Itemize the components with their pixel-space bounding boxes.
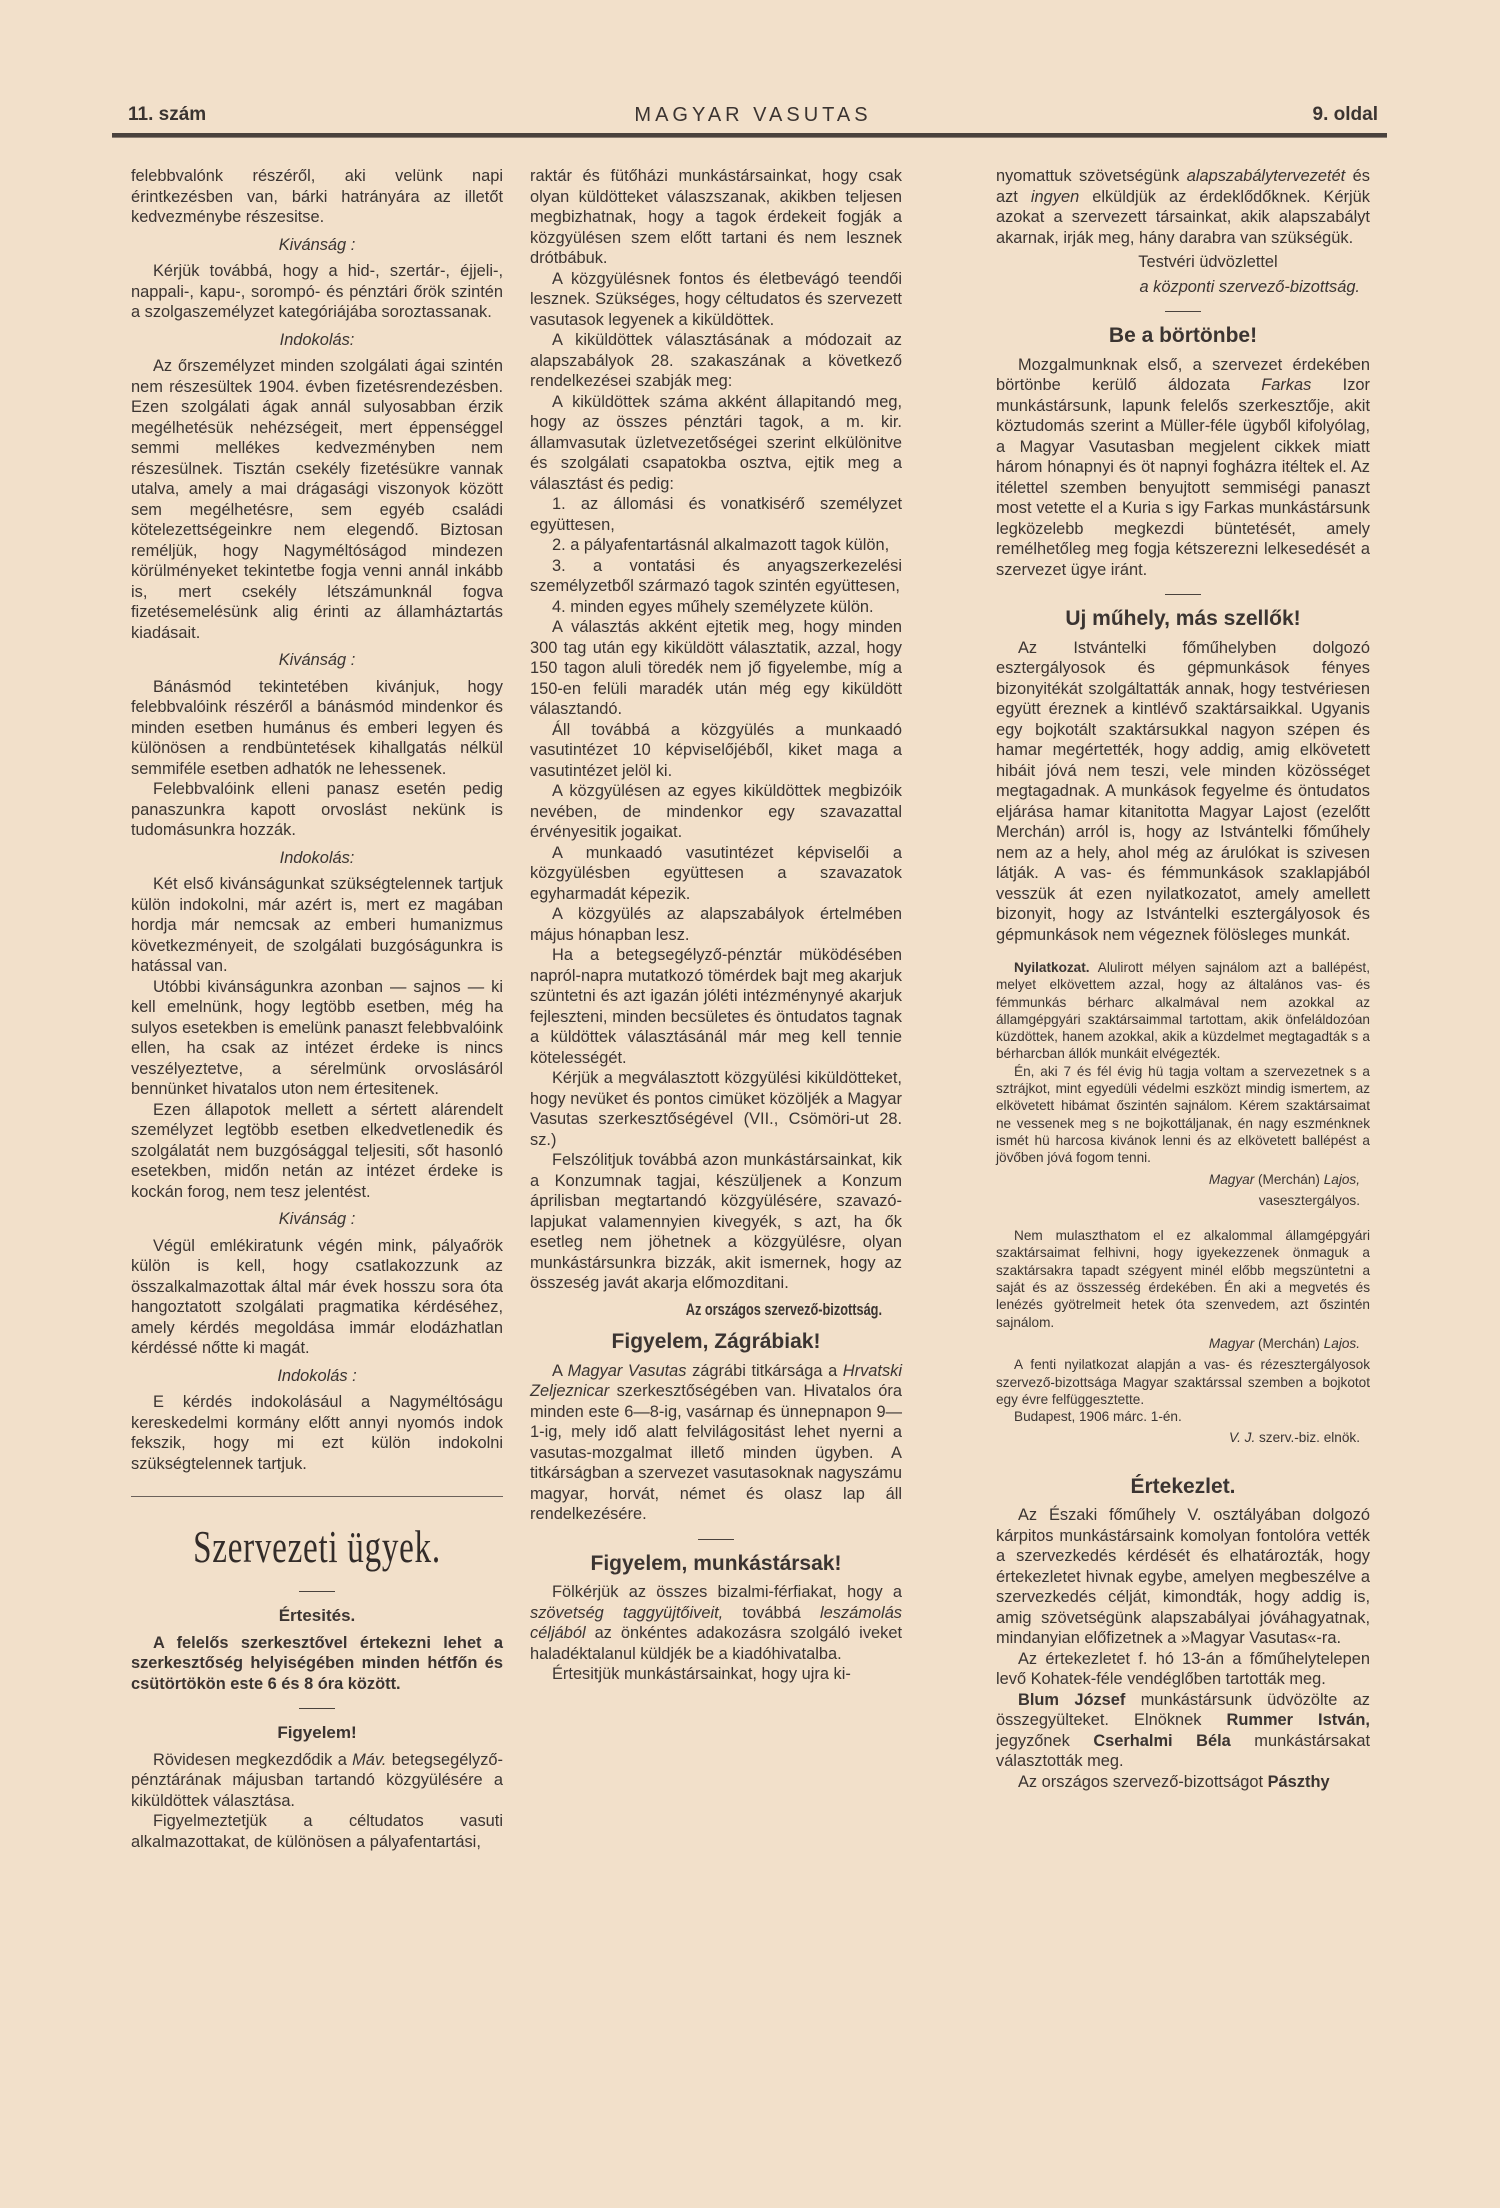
page-header xyxy=(128,104,1378,132)
spacer xyxy=(996,1451,1370,1465)
text-run: betegsegélyző-pénztárának májusban tartandó közgyülésére a kiküldöttek választása. xyxy=(131,1750,503,1810)
paragraph: 4. minden egyes műhely személyzete külön. xyxy=(552,597,874,616)
paragraph: Ezen állapotok mellett a sértett alárendelt személyzet legtöbb esetben elkedvetlenedik és szolgálatát nem buzgósággal teljesiti, sőt hasonló esetekben, midőn netán az intézet érdeke is kockán forog, nem tesz jelentést. xyxy=(131,1100,503,1201)
paragraph: A közgyülésnek fontos és életbevágó teendői lesznek. Szükséges, hogy céltudatos és szervezett vasutasok legyenek a kiküldöttek. xyxy=(530,269,902,329)
text-run: V. J. xyxy=(1229,1430,1256,1446)
paragraph xyxy=(530,1361,902,1525)
divider xyxy=(131,1496,503,1497)
text-run: jegyzőnek xyxy=(996,1731,1094,1750)
paragraph: Az Északi főműhely V. osztályában dolgozó kárpitos munkástársaink komolyan fontolóra vették a szervezkedés kérdését és elhatározták, hogy értekezletet hivnak egybe, amelyen megbeszélve a szervezkedés célját, kimondták, hogy addig is, amig szövetségünk alapszabályai jóváhagyatnak, mindanyian előfizetnek a »Magyar Vasutas«-ra. xyxy=(996,1506,1370,1648)
paragraph xyxy=(530,1582,902,1664)
text-run: szerv.-biz. elnök. xyxy=(1255,1430,1360,1446)
spacer xyxy=(996,945,1370,959)
text-run: alapszabálytervezetét xyxy=(1186,167,1346,185)
text-run: Hrvatski Zeljeznicar xyxy=(530,1361,902,1400)
paragraph: Az őrszemélyzet minden szolgálati ágai szintén nem részesültek 1904. évben fizetésrendezésben. Ezen szolgálati ágak annál sulyosabban érzik megélhetésük nehézségeit, mert éppenséggel semmi mellékes kedvezményben nem részesülnek. Tisztán csekély fizetésükre vannak utalva, amely a mai drágasági viszonyok között sem megélhetésre, sem egyéb családi kötelezettségeinkre nem elegendő. Biztosan reméljük, hogy Nagyméltóságod mindezen körülményeket tekintetbe fogja venni annál inkább is, mert csekély létszámunknál fogva fizetésemelésünk alig érinti az államháztartás kiadásait. xyxy=(131,357,503,642)
text-run: (Merchán) xyxy=(1254,1335,1324,1351)
text-run: Lajos. xyxy=(1323,1335,1360,1351)
paragraph: Értesitjük munkástársainkat, hogy ujra ki- xyxy=(552,1665,851,1683)
paragraph: A fenti nyilatkozat alapján a vas- és rézesztergályosok szervező-bizottsága Magyar szaktárssal szemben a bojkotot egy évre felfüggesztette. xyxy=(996,1357,1370,1407)
paragraph: Ha a betegsegélyző-pénztár müködésében napról-napra mutatkozó tömérdek bajt meg akarjuk szüntetni és azt igazán jóléti intézménynyé akarjuk fejleszteni, minden becsületes és öntudatos tagnak a küldöttek választásánál már meg kell tennie kötelességét. xyxy=(530,946,902,1067)
text-run: Nyilatkozat. xyxy=(1014,960,1090,975)
paragraph: A felelős szerkesztővel értekezni lehet a szerkesztőség helyiségében minden hétfőn és csütörtökön este 6 és 8 óra között. xyxy=(131,1633,503,1693)
text-run: Lajos, xyxy=(1323,1171,1360,1187)
text-run: továbbá xyxy=(723,1603,821,1622)
paragraph: 2. a pályafentartásnál alkalmazott tagok külön, xyxy=(552,536,890,554)
paragraph: 1. az állomási és vonatkisérő személyzet együttesen, xyxy=(530,495,902,534)
subheading: Kivánság : xyxy=(278,235,356,254)
paragraph: A közgyülés az alapszabályok értelmében május hónapban lesz. xyxy=(530,905,902,944)
signature: a központi szervező-bizottság. xyxy=(1139,277,1360,296)
text-run: Magyar Vasutas xyxy=(567,1361,687,1380)
paragraph: felebbvalónk részéről, aki velünk napi érintkezésben van, bárki hatrányára az illetőt kedvezménybe részesitse. xyxy=(131,167,503,226)
column-1 xyxy=(131,166,503,1852)
newspaper-title: MAGYAR VASUTAS xyxy=(634,104,872,126)
article-heading: Értekezlet. xyxy=(1130,1474,1236,1498)
text-run: zágrábi titkársága a xyxy=(686,1361,843,1380)
text-run: és azt xyxy=(996,167,1370,206)
signature: Testvéri üdvözlettel xyxy=(1138,253,1278,271)
separator-dash xyxy=(299,1591,335,1592)
paragraph: raktár és fütőházi munkástársainkat, hogy csak olyan küldötteket válaszszanak, akikben teljesen megbizhatnak, hogy a tagok érdekeit fogják a közgyülésen szem előtt tartani és nem lesznek drótbábuk. xyxy=(530,167,902,267)
text-run: A xyxy=(552,1361,568,1380)
paragraph: E kérdés indokolásául a Nagyméltóságu kereskedelmi kormány előtt annyi nyomós indok fekszik, hogy mi ezt külön indokolni szükségtelennek tartjuk. xyxy=(131,1393,503,1473)
text-run: Pászthy xyxy=(1267,1772,1330,1791)
separator-dash xyxy=(1165,594,1201,595)
text-run: ingyen xyxy=(1030,187,1080,206)
subheading: Indokolás : xyxy=(277,1366,357,1385)
paragraph: Az Istvántelki főműhelyben dolgozó esztergályosok és gépmunkások fényes bizonyitékát szolgáltatták annak, hogy testvériesen együtt éreznek a kintlévő szaktársaikkal. Ugyanis egy bojkotált szaktársukkal nagyon szépen és hamar megértették, hogy addig, amig elkövetett hibáit jóvá nem teszi, vele minden közösséget megtagadnak. A munkások fegyelme és öntudatos eljárása hamar kitanitotta Magyar Lajost (ezelőtt Merchán) arról is, hogy az Istvántelki főműhely nem az a hely, ahol még az árulókat is szivesen látják. A vas- és fémmunkások szaklapjából vesszük át ezen nyilatkozatot, amely amellett bizonyit, hogy az Istvántelki esztergályosok és gépmunkások nem végeznek fölösleges munkát. xyxy=(996,638,1370,944)
text-run: leszámolás céljából xyxy=(530,1603,903,1642)
text-run: Cserhalmi Béla xyxy=(1093,1731,1231,1750)
article-heading: Figyelem! xyxy=(277,1723,357,1742)
text-run: Magyar xyxy=(1208,1171,1255,1187)
text-run: szerkesztőségében van. Hivatalos óra minden este 6—8-ig, vasárnap és ünnepnapon 9—1-ig, mely idő alatt felvilágositást lehet nyerni a vasutas-mozgalmat illető minden ügyben. A titkárságban a szervezet vasutasoknak nagyszámu magyar, horvát, német és olasz lap áll rendelkezésére. xyxy=(530,1382,902,1523)
paragraph: Két első kivánságunkat szükségtelennek tartjuk külön indokolni, már azért is, mert ez magában hordja már nemcsak az emberi humanizmus következményeit, de szolgálati buzgóságunkra is hatással van. xyxy=(131,875,503,975)
separator-dash xyxy=(698,1539,734,1540)
paragraph: Kérjük továbbá, hogy a hid-, szertár-, éjjeli-, nappali-, kapu-, sorompó- és pénztári őrök szintén a szolgaszemélyzet kategóriájába soroztassanak. xyxy=(131,262,503,321)
paragraph: A választás akként ejtetik meg, hogy minden 300 tag után egy kiküldött választatik, azzal, hogy 150 tagon aluli töredék nem jő figyelembe, míg a 150-en felüli maradék után még egy kiküldött választandó. xyxy=(530,618,902,718)
paragraph: Felszólitjuk továbbá azon munkástársainkat, kik a Konzumnak tagjai, készüljenek a Konzum áprilisban megtartandó közgyülésére, szavazó-lapjukat valamennyien kivegyék, s azt, ha ők esetleg nem jöhetnek a közgyülésre, olyan munkástársunkra bizzák, akit ismernek, hogy az összeség javát akarja előmozditani. xyxy=(530,1151,902,1292)
text-run: Blum József xyxy=(1018,1690,1126,1709)
header-rule xyxy=(112,133,1387,138)
text-run: Rövidesen megkezdődik a xyxy=(153,1750,353,1769)
paragraph xyxy=(996,959,1370,1063)
text-run: Magyar xyxy=(1208,1335,1255,1351)
paragraph xyxy=(996,1772,1370,1793)
subheading: Kivánság : xyxy=(278,1210,356,1228)
article-heading: Figyelem, Zágrábiak! xyxy=(611,1330,821,1353)
paragraph: A közgyülésen az egyes kiküldöttek megbizóik nevében, de mindenkor egy szavazattal érvényesitik jogaikat. xyxy=(530,782,902,841)
column-2 xyxy=(530,166,902,1685)
paragraph xyxy=(996,1690,1370,1772)
paragraph: Áll továbbá a közgyülés a munkaadó vasutintézet 10 képviselőjéből, kiket maga a vasutintézet jelöl ki. xyxy=(530,720,902,780)
text-run: (Merchán) xyxy=(1254,1171,1324,1187)
signature: Az országos szervező-bizottság. xyxy=(685,1299,882,1319)
signature xyxy=(996,1335,1360,1352)
paragraph: A kiküldöttek választásának a módozait az alapszabályok 28. szakaszának a következő rendelkezései szabják meg: xyxy=(530,331,902,390)
text-run: Máv. xyxy=(352,1750,387,1769)
text-run: Rummer István, xyxy=(1226,1711,1370,1730)
issue-number: 11. szám xyxy=(128,104,207,125)
article-heading: Uj műhely, más szellők! xyxy=(1065,607,1301,630)
page-number: 9. oldal xyxy=(1312,104,1378,125)
column-3 xyxy=(996,166,1370,1792)
paragraph: Az értekezletet f. hó 13-án a főműhelytelepen levő Kohatek-féle vendéglőben tartották meg. xyxy=(996,1649,1370,1689)
article-heading: Be a börtönbe! xyxy=(1108,324,1258,347)
paragraph: A munkaadó vasutintézet képviselői a közgyülésben együttesen a szavazatok egyharmadát képezik. xyxy=(530,843,902,903)
paragraph: Bánásmód tekintetében kivánjuk, hogy felebbvalóink részéről a bánásmód mindenkor és minden esetben humánus és emberi legyen és különösen a rendbüntetések kihallgatás nélkül semmiféle esetben adhatók ne lehessenek. xyxy=(131,677,503,778)
signature: vasesztergályos. xyxy=(1258,1192,1360,1208)
subheading: Kivánság : xyxy=(278,651,356,669)
spacer xyxy=(996,1213,1370,1227)
text-run: Alulirott mélyen sajnálom azt a ballépést, melyet elkövettem azzal, hogy az általános vas- és fémmunkás bérharc alkalmával nem azokkal az államgépgyári szaktársaimmal tartottam, akik önfeláldozóan küzdöttek, hanem azokkal, akik a küzdelmet megtagadták s a bérharcban állók munkáit elvégezték. xyxy=(996,960,1370,1062)
paragraph: 3. a vontatási és anyagszerkezelési személyzetből származó tagok szintén együttesen, xyxy=(530,556,902,595)
paragraph: Én, aki 7 és fél évig hü tagja voltam a szervezetnek s a sztrájkot, mint egyedüli védelmi eszközt mindig ismertem, az elkövetett hibámat őszintén sajnálom. Kérem szaktársaimat ne vessenek meg s ne bojkottáljanak, én nagy eszménknek ismét hü harcosa kivánok lenni és az elkövetett ballépést a jövőben jóvá fogom tenni. xyxy=(996,1063,1370,1166)
paragraph: Figyelmeztetjük a céltudatos vasuti alkalmazottakat, de különösen a pályafentartási, xyxy=(131,1812,503,1851)
text-run: elküldjük az érdeklődőknek. Kérjük azokat a szervezett társainkat, akik alapszabályt akarnak, irják meg, hány darabra van szükségük. xyxy=(996,187,1370,247)
text-run: Fölkérjük az összes bizalmi-férfiakat, hogy a xyxy=(552,1583,902,1601)
signature xyxy=(996,1171,1360,1188)
text-run: Mozgalmunknak első, a szervezet érdekében börtönbe kerülő áldozata xyxy=(996,355,1370,394)
text-run: munkástársunk üdvözölte az összegyülteket. Elnöknek xyxy=(996,1690,1371,1730)
text-run: Az országos szervező-bizottságot xyxy=(1018,1772,1268,1791)
article-heading: Értesités. xyxy=(278,1606,356,1625)
paragraph: Végül emlékiratunk végén mink, pályaőrök külön is kell, hogy csatlakozzunk az összalkalmazottak által már évek hosszu sora óta hangoztatott szolgálati pragmatika kérdéséhez, amely kérdés megoldása immár elodázhatlan kérdéssé nőtte ki magát. xyxy=(131,1236,503,1357)
paragraph: Budapest, 1906 márc. 1-én. xyxy=(1014,1409,1182,1425)
separator-dash xyxy=(299,1708,335,1709)
paragraph xyxy=(996,166,1370,248)
paragraph: A kiküldöttek száma akként állapitandó meg, hogy az összes pénztári tagok, a m. kir. államvasutak üzletvezetőségei szerint elkülönitve és szolgálati csapatokba osztva, ejtik meg a választást és pedig: xyxy=(530,392,902,493)
paragraph: Utóbbi kivánságunkra azonban — sajnos — ki kell emelnünk, hogy legtöbb esetben, még ha sulyos esetekben is emelünk panaszt felebbvalóink ellen, ha csak az intézet érdeke is nincs veszélyeztetve, a sérelmünk orvoslásáról bennünket hivatalos uton nem értesitenek. xyxy=(131,977,503,1098)
signature xyxy=(996,1429,1360,1446)
paragraph xyxy=(131,1750,503,1812)
subheading: Indokolás: xyxy=(279,330,355,349)
article-heading: Figyelem, munkástársak! xyxy=(590,1551,842,1575)
text-run: nyomattuk szövetségünk xyxy=(996,167,1187,185)
text-run: az önkéntes adakozásra szolgáló iveket haladéktalanul küldjék be a kiadóhivatalba. xyxy=(530,1624,902,1663)
text-run: Farkas xyxy=(1261,376,1312,394)
paragraph xyxy=(996,355,1370,581)
separator-dash xyxy=(1165,311,1201,312)
paragraph: Nem mulaszthatom el ez alkalommal államgépgyári szaktársaimat felhivni, hogy igyekezzenek önmaguk a szaktársakra tapadt szégyent minél előbb megszüntetni a saját és az összesség érdekében. Én aki a megvetés és lenézés gyötrelmeit hetek óta szenvedem, azt őszintén sajnálom. xyxy=(996,1228,1370,1330)
section-title: Szervezeti ügyek. xyxy=(193,1521,441,1572)
text-run: Izor munkástársunk, lapunk felelős szerkesztője, akit köztudomás szerint a Müller-féle ügyből kifolyólag, a Magyar Vasutasban megjelent cikkek miatt három hónapnyi és öt napnyi fogházra itéltek el. Az itélettel szemben benyujtott semmiségi panaszt most vetette el a Kuria s igy Farkas munkástársunk legközelebb megkezdi büntetését, amely remélhetőleg meg fogja kétszerezni lelkesedését a szervezet ügye iránt. xyxy=(996,376,1370,579)
text-run: munkástársakat választották meg. xyxy=(996,1731,1370,1771)
paragraph: Kérjük a megválasztott közgyülési kiküldötteket, hogy nevüket és pontos cimüket közöljék a Magyar Vasutas szerkesztőségével (VII., Csömöri-ut 28. sz.) xyxy=(530,1069,902,1149)
text-run: szövetség taggyüjtőiveit, xyxy=(530,1603,724,1622)
subheading: Indokolás: xyxy=(279,848,355,867)
paragraph: Felebbvalóink elleni panasz esetén pedig panaszunkra kapott orvoslást nekünk is tudomásunkra hozzák. xyxy=(131,780,503,839)
